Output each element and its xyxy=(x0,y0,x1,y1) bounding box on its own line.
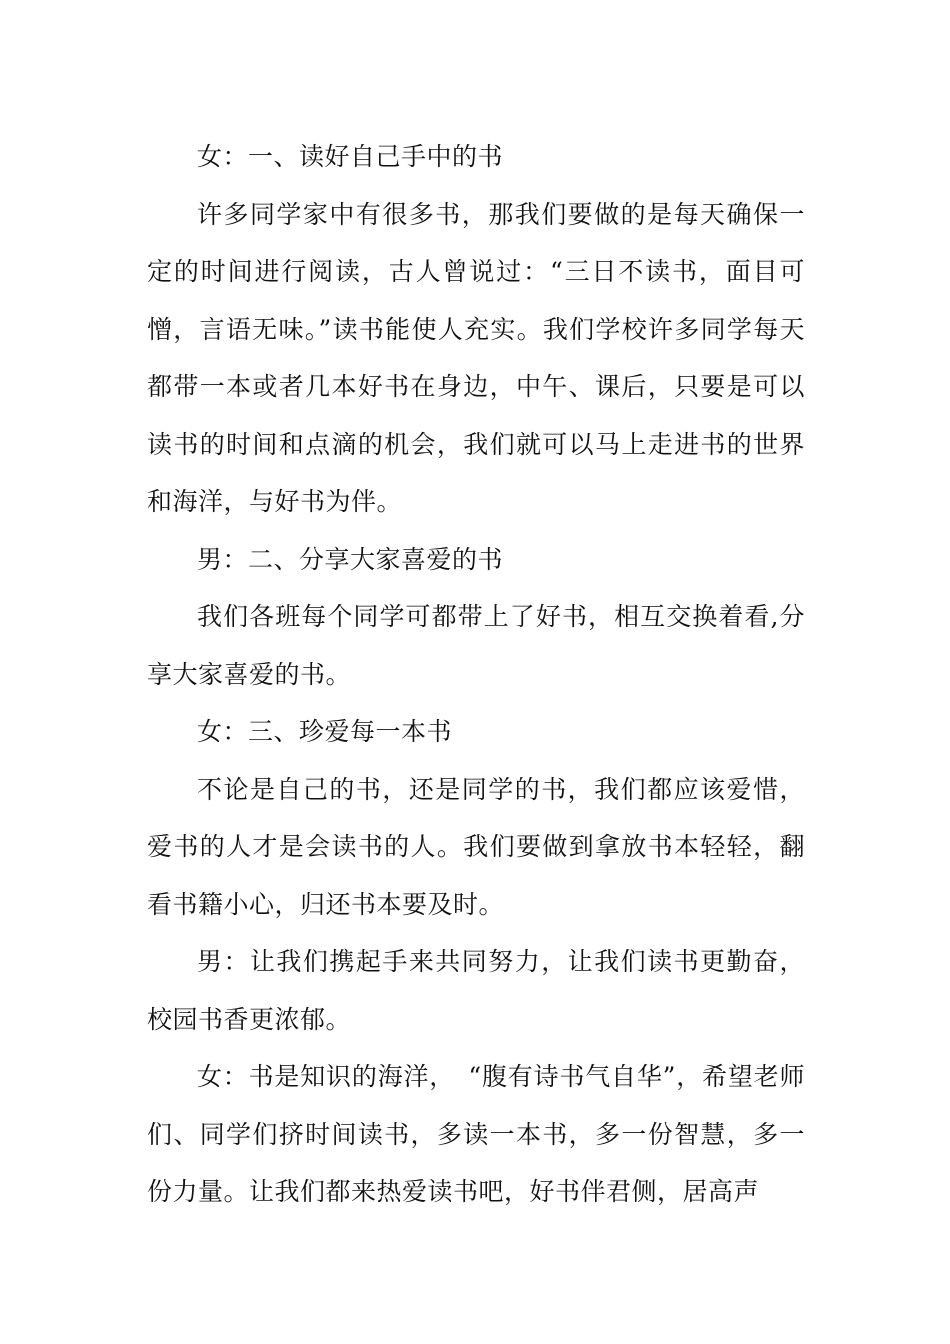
document-body xyxy=(147,128,805,1221)
paragraph-dialogue: 男：让我们携起手来共同努力，让我们读书更勤奋，校园书香更浓郁。 xyxy=(147,947,805,1034)
paragraph-dialogue: 女：书是知识的海洋， “腹有诗书气自华”，希望老师们、同学们挤时间读书，多读一本书，多一份智慧，多一份力量。让我们都来热爱读书吧，好书伴君侧，居高声 xyxy=(147,1062,805,1206)
paragraph-body: 我们各班每个同学可都带上了好书，相互交换着看,分享大家喜爱的书。 xyxy=(147,602,805,689)
paragraph-heading-2: 男：二、分享大家喜爱的书 xyxy=(197,544,504,574)
paragraph-heading-3: 女：三、珍爱每一本书 xyxy=(197,717,453,746)
paragraph-body: 不论是自己的书，还是同学的书，我们都应该爱惜，爱书的人才是会读书的人。我们要做到拿放书本轻轻，翻看书籍小心，归还书本要及时。 xyxy=(147,774,805,919)
paragraph-body: 许多同学家中有很多书，那我们要做的是每天确保一定的时间进行阅读，古人曾说过：“三日不读书，面目可憎，言语无味。”读书能使人充实。我们学校许多同学每天都带一本或者几本好书在身边，中午、课后，只要是可以读书的时间和点滴的机会，我们就可以马上走进书的世界和海洋，与好书为伴。 xyxy=(147,199,805,516)
paragraph-heading-1: 女：一、读好自己手中的书 xyxy=(197,142,504,171)
